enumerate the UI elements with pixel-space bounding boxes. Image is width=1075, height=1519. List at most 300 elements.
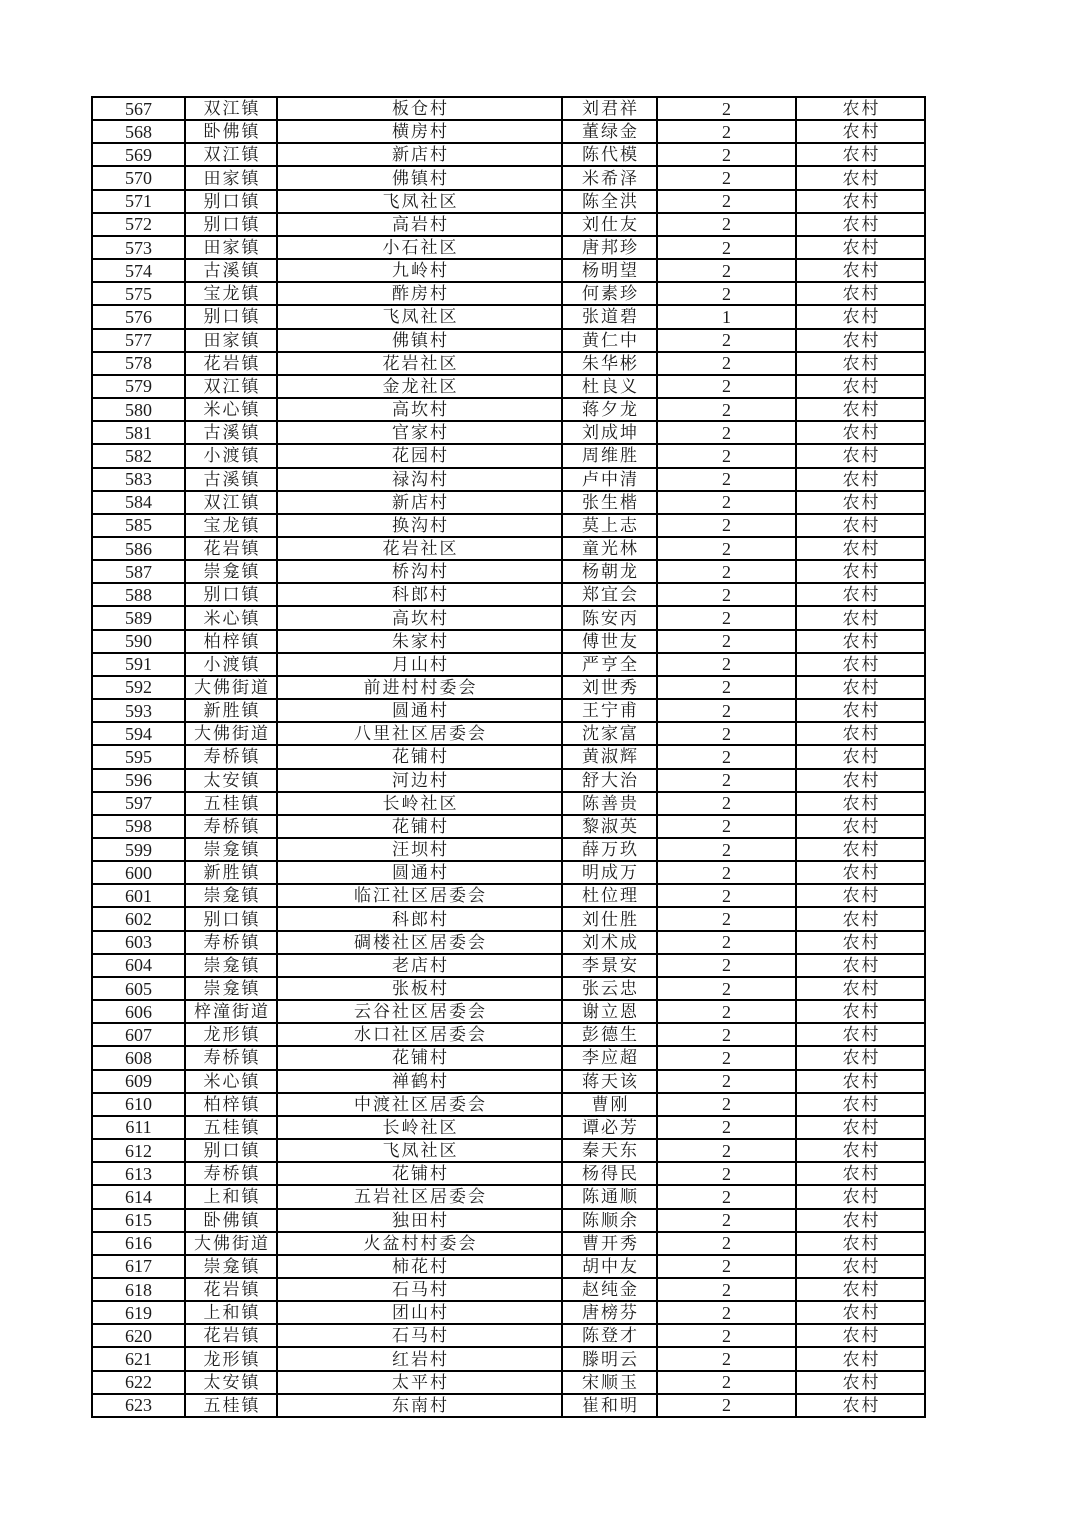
table-row bbox=[92, 861, 925, 884]
table-row bbox=[92, 166, 925, 189]
village-cell: 花铺村 bbox=[277, 745, 562, 768]
town-cell: 小渡镇 bbox=[185, 653, 277, 676]
name-cell: 董绿金 bbox=[562, 120, 657, 143]
village-cell: 月山村 bbox=[277, 653, 562, 676]
town-cell: 崇龛镇 bbox=[185, 1255, 277, 1278]
index-cell: 576 bbox=[92, 305, 185, 328]
village-cell: 团山村 bbox=[277, 1301, 562, 1324]
category-cell: 农村 bbox=[796, 630, 925, 653]
name-cell: 黄淑辉 bbox=[562, 745, 657, 768]
town-cell: 大佛街道 bbox=[185, 676, 277, 699]
index-cell: 593 bbox=[92, 699, 185, 722]
category-cell: 农村 bbox=[796, 1394, 925, 1417]
count-cell: 2 bbox=[657, 1139, 796, 1162]
category-cell: 农村 bbox=[796, 166, 925, 189]
category-cell: 农村 bbox=[796, 931, 925, 954]
count-cell: 2 bbox=[657, 329, 796, 352]
town-cell: 五桂镇 bbox=[185, 1116, 277, 1139]
count-cell: 2 bbox=[657, 514, 796, 537]
table-row bbox=[92, 190, 925, 213]
index-cell: 580 bbox=[92, 398, 185, 421]
town-cell: 五桂镇 bbox=[185, 792, 277, 815]
town-cell: 古溪镇 bbox=[185, 468, 277, 491]
category-cell: 农村 bbox=[796, 1324, 925, 1347]
town-cell: 田家镇 bbox=[185, 236, 277, 259]
town-cell: 大佛街道 bbox=[185, 1232, 277, 1255]
table-row bbox=[92, 1301, 925, 1324]
table-row bbox=[92, 1371, 925, 1394]
category-cell: 农村 bbox=[796, 1139, 925, 1162]
count-cell: 2 bbox=[657, 745, 796, 768]
village-cell: 科郎村 bbox=[277, 583, 562, 606]
index-cell: 588 bbox=[92, 583, 185, 606]
count-cell: 2 bbox=[657, 861, 796, 884]
name-cell: 郑宜会 bbox=[562, 583, 657, 606]
count-cell: 2 bbox=[657, 1394, 796, 1417]
count-cell: 2 bbox=[657, 1371, 796, 1394]
category-cell: 农村 bbox=[796, 954, 925, 977]
category-cell: 农村 bbox=[796, 1185, 925, 1208]
count-cell: 2 bbox=[657, 907, 796, 930]
table-row bbox=[92, 884, 925, 907]
count-cell: 2 bbox=[657, 375, 796, 398]
name-cell: 唐榜芬 bbox=[562, 1301, 657, 1324]
name-cell: 沈家富 bbox=[562, 722, 657, 745]
count-cell: 2 bbox=[657, 699, 796, 722]
name-cell: 杨朝龙 bbox=[562, 560, 657, 583]
village-cell: 科郎村 bbox=[277, 907, 562, 930]
category-cell: 农村 bbox=[796, 769, 925, 792]
table-row bbox=[92, 468, 925, 491]
category-cell: 农村 bbox=[796, 1278, 925, 1301]
index-cell: 610 bbox=[92, 1093, 185, 1116]
name-cell: 刘术成 bbox=[562, 931, 657, 954]
count-cell: 2 bbox=[657, 676, 796, 699]
category-cell: 农村 bbox=[796, 190, 925, 213]
town-cell: 龙形镇 bbox=[185, 1023, 277, 1046]
category-cell: 农村 bbox=[796, 815, 925, 838]
index-cell: 595 bbox=[92, 745, 185, 768]
town-cell: 古溪镇 bbox=[185, 421, 277, 444]
index-cell: 602 bbox=[92, 907, 185, 930]
town-cell: 梓潼街道 bbox=[185, 1000, 277, 1023]
table-row bbox=[92, 815, 925, 838]
name-cell: 李景安 bbox=[562, 954, 657, 977]
count-cell: 2 bbox=[657, 1023, 796, 1046]
count-cell: 2 bbox=[657, 468, 796, 491]
table-row bbox=[92, 1093, 925, 1116]
name-cell: 刘君祥 bbox=[562, 97, 657, 120]
table-row bbox=[92, 1324, 925, 1347]
name-cell: 傅世友 bbox=[562, 630, 657, 653]
town-cell: 柏梓镇 bbox=[185, 1093, 277, 1116]
name-cell: 刘成坤 bbox=[562, 421, 657, 444]
index-cell: 614 bbox=[92, 1185, 185, 1208]
table-row bbox=[92, 143, 925, 166]
table-row bbox=[92, 653, 925, 676]
name-cell: 杜良义 bbox=[562, 375, 657, 398]
name-cell: 周维胜 bbox=[562, 444, 657, 467]
town-cell: 卧佛镇 bbox=[185, 120, 277, 143]
index-cell: 583 bbox=[92, 468, 185, 491]
table-row bbox=[92, 977, 925, 1000]
village-cell: 花园村 bbox=[277, 444, 562, 467]
count-cell: 2 bbox=[657, 1301, 796, 1324]
town-cell: 太安镇 bbox=[185, 769, 277, 792]
village-cell: 酢房村 bbox=[277, 282, 562, 305]
table-row bbox=[92, 630, 925, 653]
table-row bbox=[92, 792, 925, 815]
table-row bbox=[92, 907, 925, 930]
index-cell: 590 bbox=[92, 630, 185, 653]
index-cell: 582 bbox=[92, 444, 185, 467]
village-cell: 花岩社区 bbox=[277, 537, 562, 560]
count-cell: 2 bbox=[657, 1185, 796, 1208]
table-row bbox=[92, 769, 925, 792]
town-cell: 花岩镇 bbox=[185, 537, 277, 560]
village-cell: 柿花村 bbox=[277, 1255, 562, 1278]
count-cell: 2 bbox=[657, 653, 796, 676]
name-cell: 童光林 bbox=[562, 537, 657, 560]
village-cell: 官家村 bbox=[277, 421, 562, 444]
table-sheet bbox=[91, 96, 926, 1418]
village-cell: 中渡社区居委会 bbox=[277, 1093, 562, 1116]
table-row bbox=[92, 259, 925, 282]
category-cell: 农村 bbox=[796, 907, 925, 930]
category-cell: 农村 bbox=[796, 352, 925, 375]
category-cell: 农村 bbox=[796, 583, 925, 606]
table-row bbox=[92, 838, 925, 861]
category-cell: 农村 bbox=[796, 491, 925, 514]
category-cell: 农村 bbox=[796, 375, 925, 398]
index-cell: 567 bbox=[92, 97, 185, 120]
category-cell: 农村 bbox=[796, 421, 925, 444]
name-cell: 米希泽 bbox=[562, 166, 657, 189]
table-row bbox=[92, 537, 925, 560]
table-row bbox=[92, 514, 925, 537]
town-cell: 米心镇 bbox=[185, 606, 277, 629]
category-cell: 农村 bbox=[796, 1347, 925, 1370]
table-row bbox=[92, 97, 925, 120]
town-cell: 古溪镇 bbox=[185, 259, 277, 282]
town-cell: 卧佛镇 bbox=[185, 1209, 277, 1232]
table-row bbox=[92, 1000, 925, 1023]
name-cell: 陈顺余 bbox=[562, 1209, 657, 1232]
village-cell: 八里社区居委会 bbox=[277, 722, 562, 745]
village-cell: 东南村 bbox=[277, 1394, 562, 1417]
name-cell: 刘仕友 bbox=[562, 213, 657, 236]
village-cell: 张板村 bbox=[277, 977, 562, 1000]
index-cell: 569 bbox=[92, 143, 185, 166]
count-cell: 2 bbox=[657, 1324, 796, 1347]
count-cell: 2 bbox=[657, 630, 796, 653]
category-cell: 农村 bbox=[796, 97, 925, 120]
name-cell: 杨得民 bbox=[562, 1162, 657, 1185]
category-cell: 农村 bbox=[796, 1046, 925, 1069]
name-cell: 李应超 bbox=[562, 1046, 657, 1069]
category-cell: 农村 bbox=[796, 259, 925, 282]
index-cell: 615 bbox=[92, 1209, 185, 1232]
table-row bbox=[92, 699, 925, 722]
category-cell: 农村 bbox=[796, 861, 925, 884]
name-cell: 明成万 bbox=[562, 861, 657, 884]
category-cell: 农村 bbox=[796, 653, 925, 676]
name-cell: 黄仁中 bbox=[562, 329, 657, 352]
village-cell: 花岩社区 bbox=[277, 352, 562, 375]
village-cell: 飞凤社区 bbox=[277, 305, 562, 328]
village-cell: 圆通村 bbox=[277, 861, 562, 884]
index-cell: 578 bbox=[92, 352, 185, 375]
index-cell: 568 bbox=[92, 120, 185, 143]
village-cell: 花铺村 bbox=[277, 1046, 562, 1069]
table-row bbox=[92, 1185, 925, 1208]
town-cell: 别口镇 bbox=[185, 213, 277, 236]
category-cell: 农村 bbox=[796, 398, 925, 421]
index-cell: 574 bbox=[92, 259, 185, 282]
name-cell: 曹开秀 bbox=[562, 1232, 657, 1255]
index-cell: 622 bbox=[92, 1371, 185, 1394]
town-cell: 双江镇 bbox=[185, 375, 277, 398]
town-cell: 新胜镇 bbox=[185, 699, 277, 722]
town-cell: 寿桥镇 bbox=[185, 745, 277, 768]
town-cell: 米心镇 bbox=[185, 398, 277, 421]
category-cell: 农村 bbox=[796, 1255, 925, 1278]
name-cell: 薛万玖 bbox=[562, 838, 657, 861]
table-row bbox=[92, 676, 925, 699]
index-cell: 584 bbox=[92, 491, 185, 514]
name-cell: 莫上志 bbox=[562, 514, 657, 537]
town-cell: 田家镇 bbox=[185, 166, 277, 189]
category-cell: 农村 bbox=[796, 305, 925, 328]
category-cell: 农村 bbox=[796, 1023, 925, 1046]
count-cell: 2 bbox=[657, 120, 796, 143]
index-cell: 601 bbox=[92, 884, 185, 907]
name-cell: 张云忠 bbox=[562, 977, 657, 1000]
category-cell: 农村 bbox=[796, 1209, 925, 1232]
table-row bbox=[92, 236, 925, 259]
index-cell: 617 bbox=[92, 1255, 185, 1278]
village-cell: 圆通村 bbox=[277, 699, 562, 722]
village-cell: 红岩村 bbox=[277, 1347, 562, 1370]
table-row bbox=[92, 722, 925, 745]
index-cell: 570 bbox=[92, 166, 185, 189]
name-cell: 舒大治 bbox=[562, 769, 657, 792]
town-cell: 寿桥镇 bbox=[185, 1162, 277, 1185]
count-cell: 2 bbox=[657, 606, 796, 629]
count-cell: 1 bbox=[657, 305, 796, 328]
town-cell: 别口镇 bbox=[185, 583, 277, 606]
count-cell: 2 bbox=[657, 560, 796, 583]
count-cell: 2 bbox=[657, 282, 796, 305]
category-cell: 农村 bbox=[796, 977, 925, 1000]
village-cell: 花铺村 bbox=[277, 1162, 562, 1185]
count-cell: 2 bbox=[657, 931, 796, 954]
town-cell: 寿桥镇 bbox=[185, 815, 277, 838]
table-row bbox=[92, 583, 925, 606]
village-cell: 长岭社区 bbox=[277, 792, 562, 815]
name-cell: 卢中清 bbox=[562, 468, 657, 491]
town-cell: 大佛街道 bbox=[185, 722, 277, 745]
count-cell: 2 bbox=[657, 236, 796, 259]
table-row bbox=[92, 329, 925, 352]
count-cell: 2 bbox=[657, 1255, 796, 1278]
town-cell: 小渡镇 bbox=[185, 444, 277, 467]
category-cell: 农村 bbox=[796, 537, 925, 560]
index-cell: 599 bbox=[92, 838, 185, 861]
index-cell: 608 bbox=[92, 1046, 185, 1069]
name-cell: 杨明望 bbox=[562, 259, 657, 282]
index-cell: 589 bbox=[92, 606, 185, 629]
name-cell: 秦天东 bbox=[562, 1139, 657, 1162]
index-cell: 612 bbox=[92, 1139, 185, 1162]
category-cell: 农村 bbox=[796, 722, 925, 745]
index-cell: 591 bbox=[92, 653, 185, 676]
town-cell: 五桂镇 bbox=[185, 1394, 277, 1417]
name-cell: 杜位理 bbox=[562, 884, 657, 907]
table-row bbox=[92, 954, 925, 977]
town-cell: 崇龛镇 bbox=[185, 977, 277, 1000]
category-cell: 农村 bbox=[796, 745, 925, 768]
category-cell: 农村 bbox=[796, 1162, 925, 1185]
index-cell: 597 bbox=[92, 792, 185, 815]
town-cell: 寿桥镇 bbox=[185, 931, 277, 954]
count-cell: 2 bbox=[657, 1093, 796, 1116]
table-row bbox=[92, 1394, 925, 1417]
name-cell: 陈代模 bbox=[562, 143, 657, 166]
index-cell: 604 bbox=[92, 954, 185, 977]
village-cell: 长岭社区 bbox=[277, 1116, 562, 1139]
village-cell: 飞凤社区 bbox=[277, 190, 562, 213]
index-cell: 575 bbox=[92, 282, 185, 305]
village-cell: 碉楼社区居委会 bbox=[277, 931, 562, 954]
index-cell: 572 bbox=[92, 213, 185, 236]
count-cell: 2 bbox=[657, 166, 796, 189]
town-cell: 别口镇 bbox=[185, 907, 277, 930]
table-row bbox=[92, 398, 925, 421]
count-cell: 2 bbox=[657, 884, 796, 907]
count-cell: 2 bbox=[657, 491, 796, 514]
town-cell: 太安镇 bbox=[185, 1371, 277, 1394]
index-cell: 621 bbox=[92, 1347, 185, 1370]
table-row bbox=[92, 282, 925, 305]
count-cell: 2 bbox=[657, 815, 796, 838]
town-cell: 宝龙镇 bbox=[185, 282, 277, 305]
category-cell: 农村 bbox=[796, 1371, 925, 1394]
village-cell: 汪坝村 bbox=[277, 838, 562, 861]
village-cell: 佛镇村 bbox=[277, 166, 562, 189]
town-cell: 上和镇 bbox=[185, 1185, 277, 1208]
name-cell: 陈全洪 bbox=[562, 190, 657, 213]
village-cell: 五岩社区居委会 bbox=[277, 1185, 562, 1208]
village-cell: 禅鹤村 bbox=[277, 1070, 562, 1093]
village-cell: 河边村 bbox=[277, 769, 562, 792]
village-cell: 高岩村 bbox=[277, 213, 562, 236]
town-cell: 崇龛镇 bbox=[185, 838, 277, 861]
index-cell: 603 bbox=[92, 931, 185, 954]
index-cell: 607 bbox=[92, 1023, 185, 1046]
count-cell: 2 bbox=[657, 190, 796, 213]
index-cell: 585 bbox=[92, 514, 185, 537]
town-cell: 花岩镇 bbox=[185, 1278, 277, 1301]
count-cell: 2 bbox=[657, 1278, 796, 1301]
category-cell: 农村 bbox=[796, 120, 925, 143]
table-body bbox=[92, 97, 925, 1417]
index-cell: 571 bbox=[92, 190, 185, 213]
village-cell: 金龙社区 bbox=[277, 375, 562, 398]
count-cell: 2 bbox=[657, 1000, 796, 1023]
village-cell: 高坎村 bbox=[277, 398, 562, 421]
name-cell: 张道碧 bbox=[562, 305, 657, 328]
table-row bbox=[92, 1255, 925, 1278]
table-row bbox=[92, 1162, 925, 1185]
count-cell: 2 bbox=[657, 722, 796, 745]
category-cell: 农村 bbox=[796, 1301, 925, 1324]
index-cell: 577 bbox=[92, 329, 185, 352]
name-cell: 赵纯金 bbox=[562, 1278, 657, 1301]
count-cell: 2 bbox=[657, 1162, 796, 1185]
table-row bbox=[92, 560, 925, 583]
index-cell: 623 bbox=[92, 1394, 185, 1417]
category-cell: 农村 bbox=[796, 329, 925, 352]
index-cell: 592 bbox=[92, 676, 185, 699]
village-cell: 禄沟村 bbox=[277, 468, 562, 491]
town-cell: 双江镇 bbox=[185, 97, 277, 120]
table-row bbox=[92, 1278, 925, 1301]
village-cell: 火盆村村委会 bbox=[277, 1232, 562, 1255]
table-row bbox=[92, 745, 925, 768]
name-cell: 崔和明 bbox=[562, 1394, 657, 1417]
town-cell: 龙形镇 bbox=[185, 1347, 277, 1370]
name-cell: 胡中友 bbox=[562, 1255, 657, 1278]
index-cell: 609 bbox=[92, 1070, 185, 1093]
table-row bbox=[92, 1116, 925, 1139]
count-cell: 2 bbox=[657, 792, 796, 815]
index-cell: 618 bbox=[92, 1278, 185, 1301]
table-row bbox=[92, 931, 925, 954]
table-row bbox=[92, 421, 925, 444]
index-cell: 616 bbox=[92, 1232, 185, 1255]
table-row bbox=[92, 1023, 925, 1046]
name-cell: 蒋天该 bbox=[562, 1070, 657, 1093]
table-row bbox=[92, 1070, 925, 1093]
table-row bbox=[92, 606, 925, 629]
town-cell: 双江镇 bbox=[185, 491, 277, 514]
table-row bbox=[92, 213, 925, 236]
category-cell: 农村 bbox=[796, 676, 925, 699]
category-cell: 农村 bbox=[796, 699, 925, 722]
count-cell: 2 bbox=[657, 1046, 796, 1069]
category-cell: 农村 bbox=[796, 236, 925, 259]
village-cell: 桥沟村 bbox=[277, 560, 562, 583]
category-cell: 农村 bbox=[796, 143, 925, 166]
village-cell: 石马村 bbox=[277, 1324, 562, 1347]
count-cell: 2 bbox=[657, 1070, 796, 1093]
category-cell: 农村 bbox=[796, 1070, 925, 1093]
table-row bbox=[92, 352, 925, 375]
name-cell: 彭德生 bbox=[562, 1023, 657, 1046]
village-cell: 新店村 bbox=[277, 491, 562, 514]
table-row bbox=[92, 1046, 925, 1069]
table-row bbox=[92, 1209, 925, 1232]
name-cell: 刘世秀 bbox=[562, 676, 657, 699]
town-cell: 花岩镇 bbox=[185, 352, 277, 375]
index-cell: 620 bbox=[92, 1324, 185, 1347]
name-cell: 陈善贵 bbox=[562, 792, 657, 815]
count-cell: 2 bbox=[657, 1209, 796, 1232]
index-cell: 613 bbox=[92, 1162, 185, 1185]
town-cell: 双江镇 bbox=[185, 143, 277, 166]
table-row bbox=[92, 1232, 925, 1255]
